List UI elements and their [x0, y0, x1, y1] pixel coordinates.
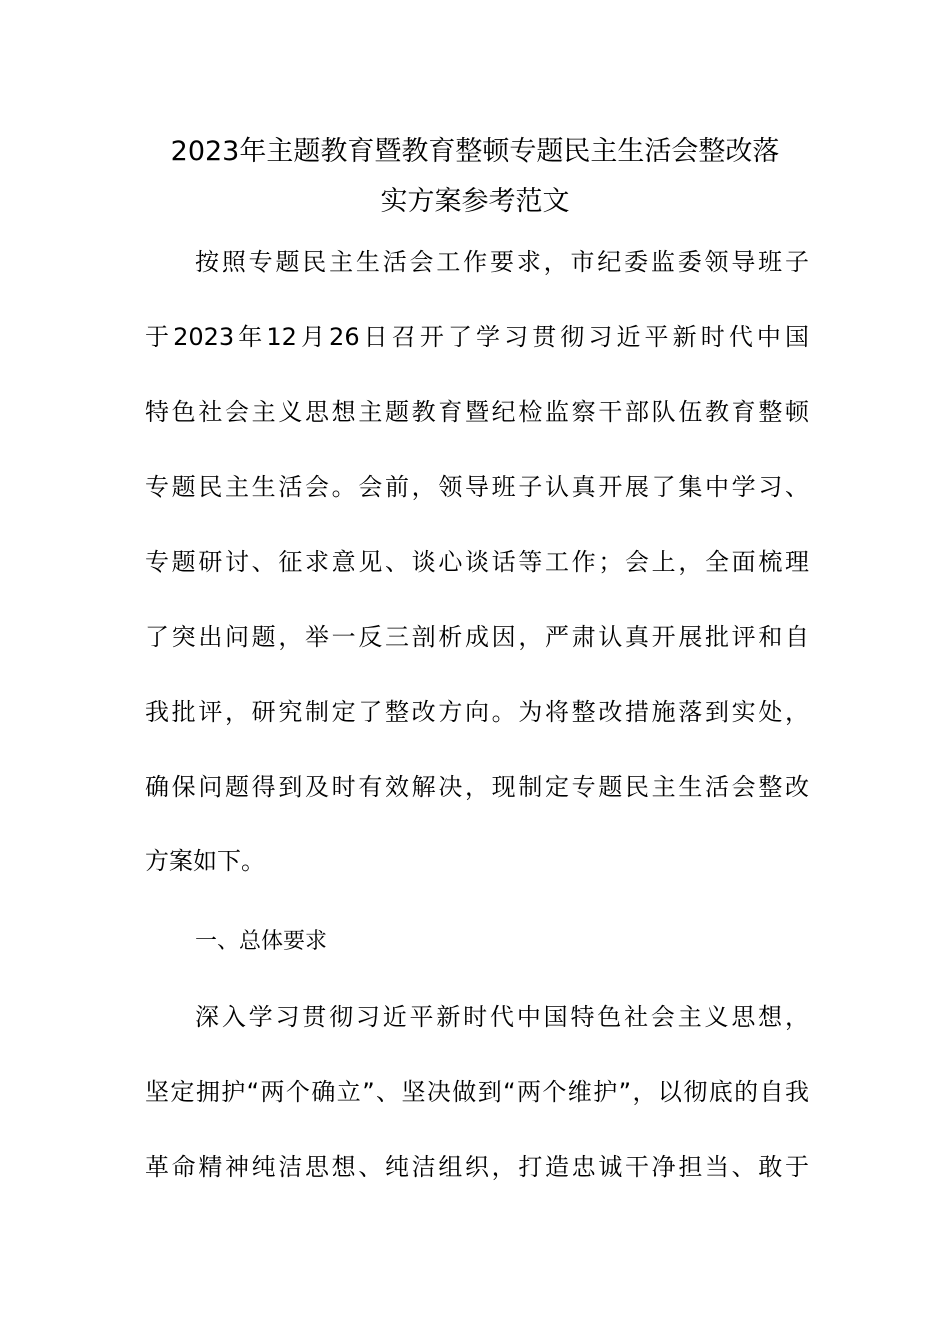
paragraph-1-line-1: 按照专题民主生活会工作要求，市纪委监委领导班子	[195, 248, 809, 276]
paragraph-1-line-6: 了突出问题，举一反三剖析成因，严肃认真开展批评和自	[145, 623, 809, 651]
document-title-line-1: 2023年主题教育暨教育整顿专题民主生活会整改落	[170, 136, 780, 167]
paragraph-1-line-2: 于2023年12月26日召开了学习贯彻习近平新时代中国	[145, 323, 809, 351]
paragraph-2-line-2: 坚定拥护“两个确立”、坚决做到“两个维护”，以彻底的自我	[145, 1078, 809, 1106]
paragraph-1-line-8: 确保问题得到及时有效解决，现制定专题民主生活会整改	[145, 773, 809, 801]
section-heading: 一、总体要求	[195, 929, 328, 954]
paragraph-2-line-3: 革命精神纯洁思想、纯洁组织，打造忠诚干净担当、敢于	[145, 1153, 809, 1181]
paragraph-1-line-9: 方案如下。	[145, 847, 265, 875]
paragraph-1-line-5: 专题研讨、征求意见、谈心谈话等工作；会上，全面梳理	[145, 548, 809, 576]
paragraph-1-line-3: 特色社会主义思想主题教育暨纪检监察干部队伍教育整顿	[145, 398, 809, 426]
paragraph-2-line-1: 深入学习贯彻习近平新时代中国特色社会主义思想，	[195, 1003, 809, 1031]
paragraph-1-line-7: 我批评，研究制定了整改方向。为将整改措施落到实处，	[145, 698, 809, 726]
document-title-line-2: 实方案参考范文	[380, 186, 570, 217]
paragraph-1-line-4: 专题民主生活会。会前，领导班子认真开展了集中学习、	[145, 473, 809, 501]
